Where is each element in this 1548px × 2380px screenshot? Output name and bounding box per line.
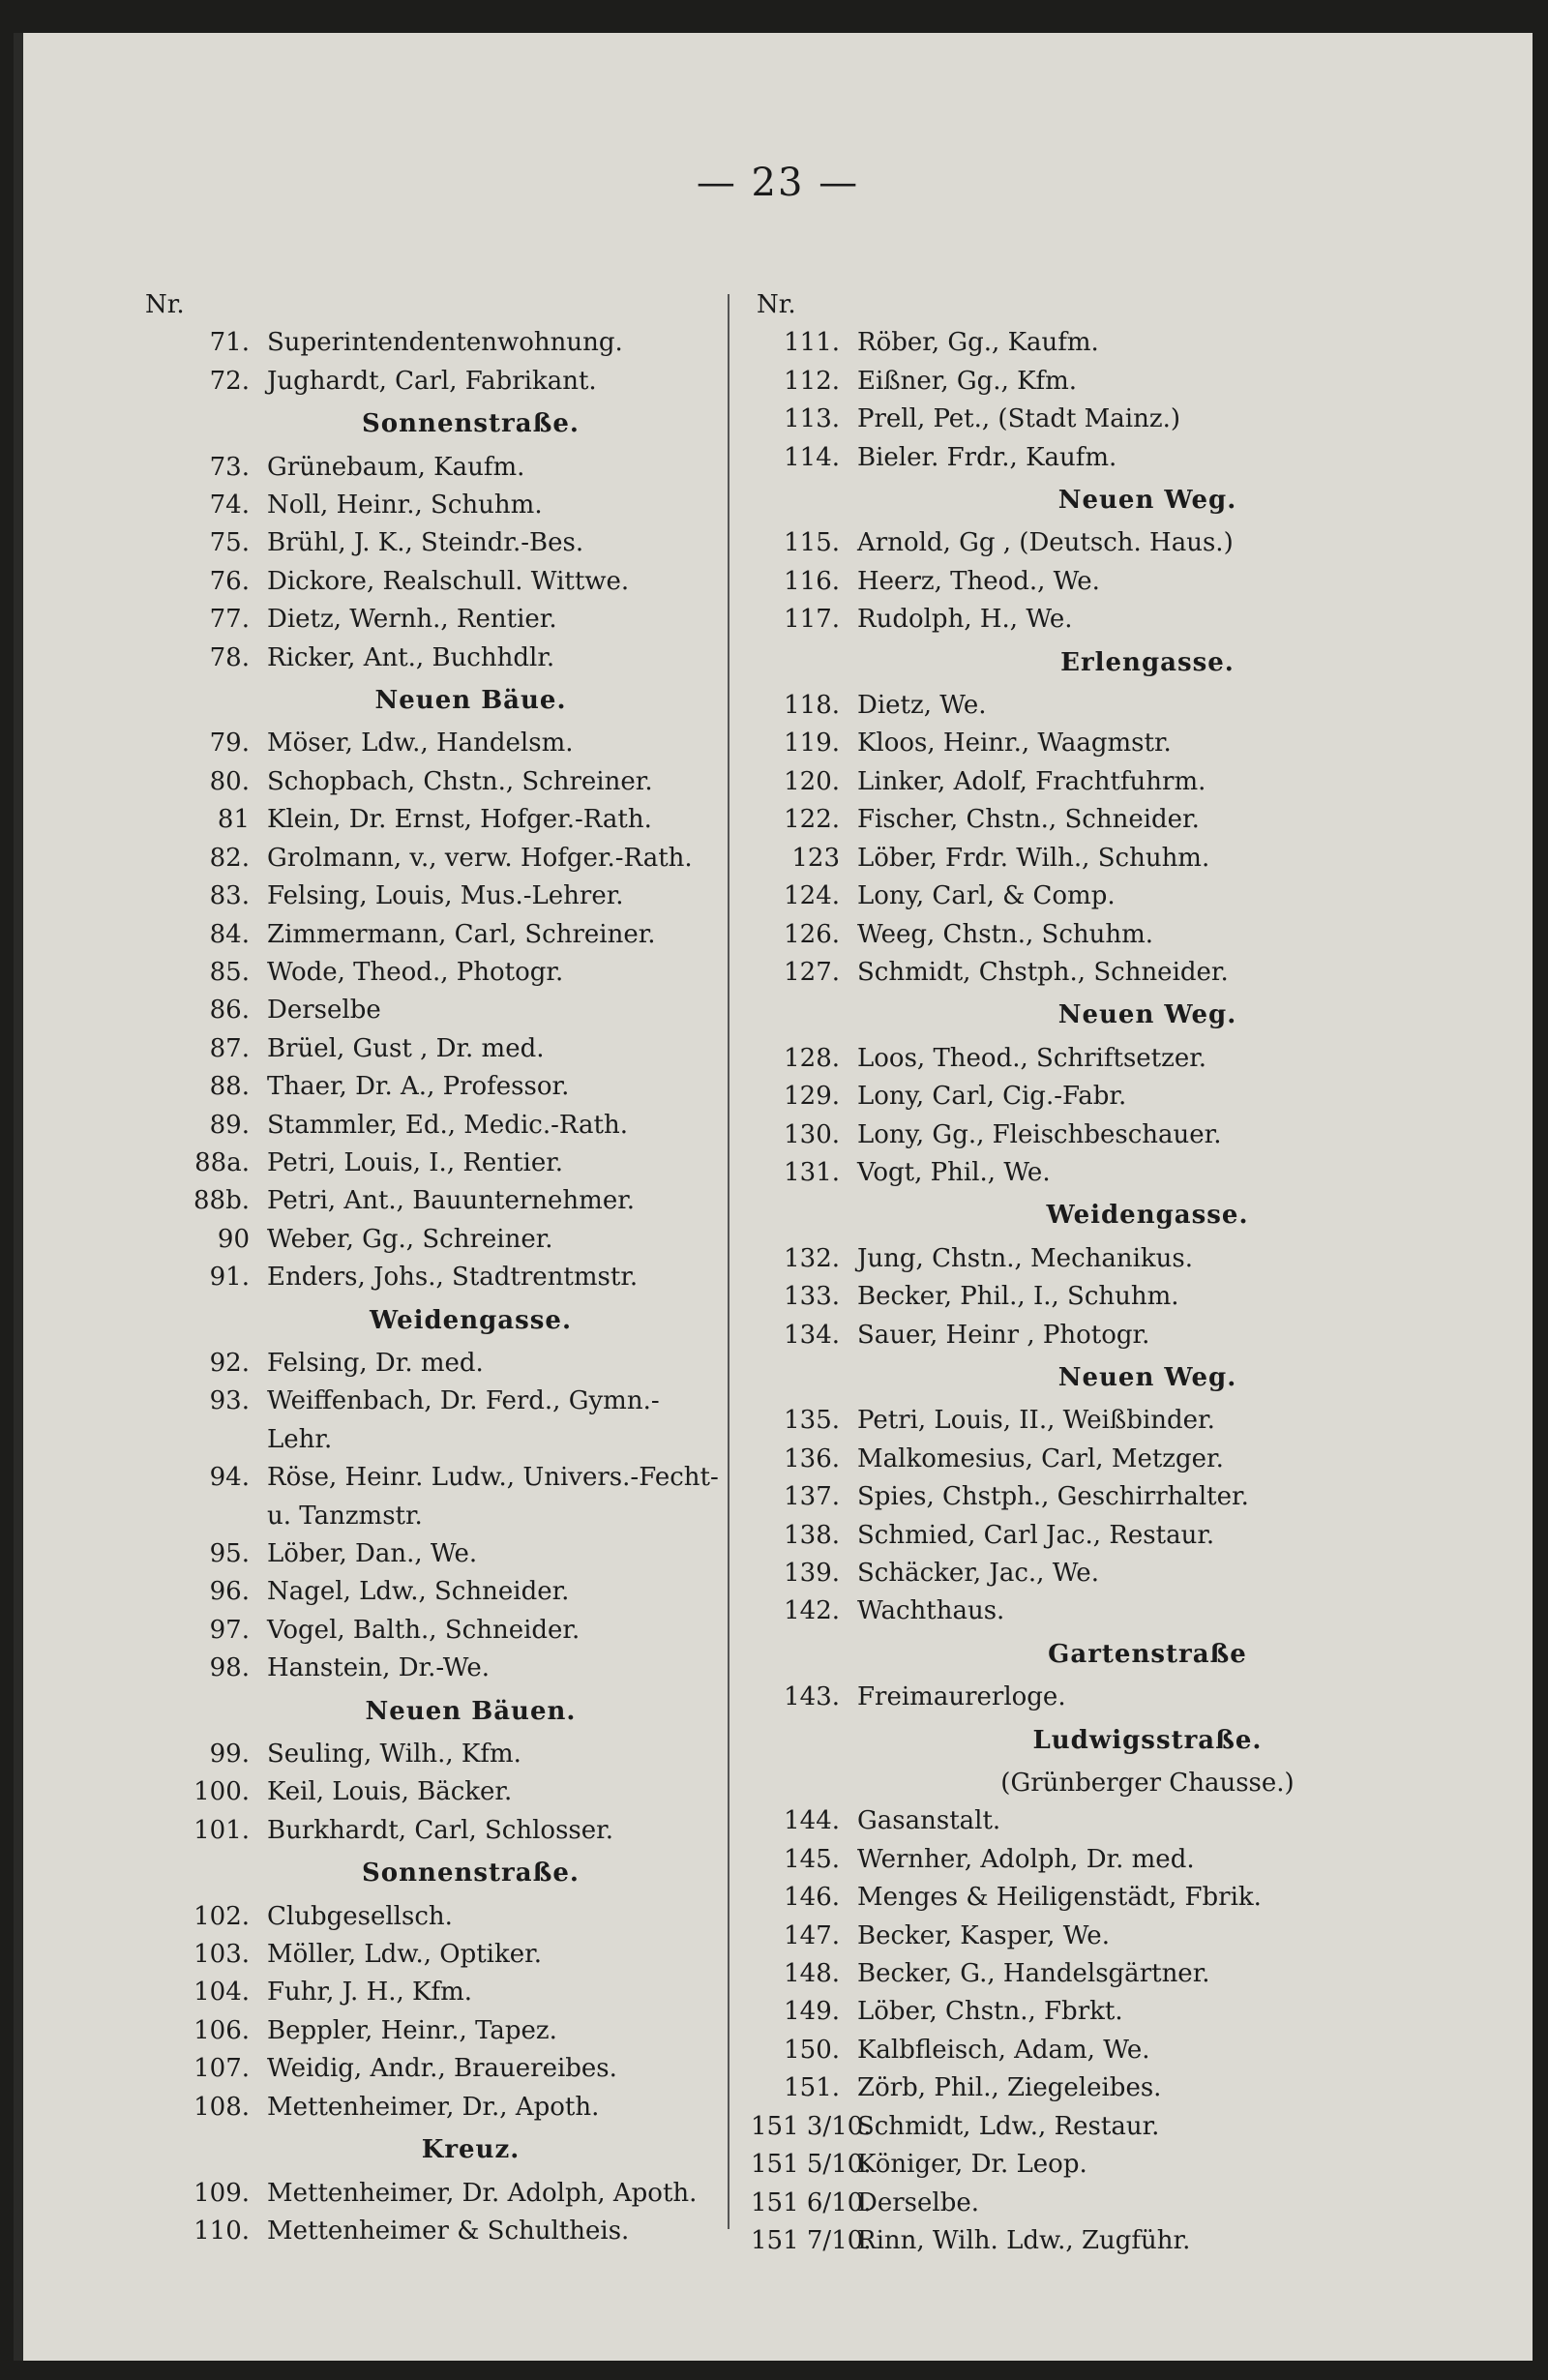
resident-name: Lony, Carl, & Comp. — [857, 881, 1116, 911]
house-number: 142. — [784, 1596, 840, 1626]
resident-name: Dietz, We. — [857, 691, 987, 721]
list-item — [139, 2050, 715, 2088]
house-number: 144. — [784, 1806, 840, 1836]
list-item — [139, 916, 715, 954]
page — [14, 33, 1533, 2361]
resident-name: Becker, G., Handelsgärtner. — [857, 1959, 1210, 1989]
list-item — [751, 1040, 1438, 1078]
list-item — [751, 1402, 1438, 1440]
resident-name: Lony, Gg., Fleischbeschauer. — [857, 1119, 1222, 1149]
house-number: 151 7/10. — [751, 2225, 872, 2255]
resident-name: Brüel, Gust , Dr. med. — [267, 1033, 545, 1063]
house-number: 85. — [209, 957, 250, 987]
resident-name: Freimaurerloge. — [857, 1682, 1066, 1712]
house-number: 126. — [784, 919, 840, 949]
list-item — [751, 2222, 1438, 2260]
resident-name: Wernher, Adolph, Dr. med. — [857, 1844, 1195, 1874]
street-heading: Neuen Weg. — [1057, 1362, 1237, 1392]
street-heading: Ludwigsstraße. — [1032, 1725, 1263, 1755]
resident-name: Weiffenbach, Dr. Ferd., Gymn.- — [267, 1386, 660, 1416]
list-item — [139, 954, 715, 992]
list-item — [751, 2185, 1438, 2222]
street-heading: Weidengasse. — [369, 1305, 573, 1335]
resident-name: Möser, Ldw., Handelsm. — [267, 729, 574, 759]
list-item — [751, 763, 1438, 801]
list-item — [751, 1879, 1438, 1917]
list-item — [139, 1345, 715, 1383]
list-item — [139, 1145, 715, 1182]
list-item — [751, 801, 1438, 839]
resident-name: Sauer, Heinr , Photogr. — [857, 1320, 1150, 1350]
resident-name: Grünebaum, Kaufm. — [267, 452, 525, 482]
list-item — [751, 916, 1438, 954]
entry-continuation: Lehr. — [267, 1424, 333, 1454]
list-item — [139, 487, 715, 524]
street-heading: Weidengasse. — [1046, 1201, 1249, 1231]
list-item — [139, 1068, 715, 1106]
list-item — [751, 2032, 1438, 2069]
street-heading: Neuen Bäuen. — [365, 1696, 577, 1726]
list-item — [751, 878, 1438, 915]
resident-name: Loos, Theod., Schriftsetzer. — [857, 1043, 1207, 1073]
list-item — [751, 324, 1438, 362]
resident-name: Vogt, Phil., We. — [857, 1157, 1051, 1187]
house-number: 150. — [784, 2035, 840, 2065]
house-number: 88b. — [194, 1186, 250, 1216]
list-item — [139, 1974, 715, 2011]
list-item — [751, 1679, 1438, 1716]
entry-continuation: u. Tanzmstr. — [267, 1501, 423, 1531]
list-item — [139, 1459, 719, 1497]
house-number: 119. — [784, 729, 840, 759]
house-number: 120. — [784, 766, 840, 796]
resident-name: Lony, Carl, Cig.-Fabr. — [857, 1082, 1127, 1112]
resident-name: Dietz, Wernh., Rentier. — [267, 605, 557, 635]
resident-name: Weeg, Chstn., Schuhm. — [857, 919, 1154, 949]
house-number: 83. — [209, 881, 250, 911]
list-item — [751, 687, 1438, 725]
resident-name: Menges & Heiligenstädt, Fbrik. — [857, 1883, 1262, 1913]
house-number: 74. — [209, 491, 250, 521]
list-item — [139, 1812, 715, 1850]
right-column — [751, 286, 1438, 2260]
house-number: 145. — [784, 1844, 840, 1874]
resident-name: Schmidt, Chstph., Schneider. — [857, 957, 1229, 987]
resident-name: Heerz, Theod., We. — [857, 566, 1100, 596]
house-number: 104. — [194, 1978, 250, 2008]
list-item — [751, 1154, 1438, 1192]
list-item — [139, 1612, 715, 1650]
list-item — [139, 563, 715, 601]
list-item — [751, 601, 1438, 639]
house-number: 90 — [217, 1224, 250, 1254]
resident-name: Superintendentenwohnung. — [267, 328, 623, 358]
resident-name: Derselbe. — [857, 2187, 980, 2217]
resident-name: Keil, Louis, Bäcker. — [267, 1777, 513, 1807]
house-number: 100. — [194, 1777, 250, 1807]
house-number: 107. — [194, 2054, 250, 2084]
house-number: 111. — [784, 328, 840, 358]
resident-name: Löber, Dan., We. — [267, 1539, 478, 1568]
resident-name: Hanstein, Dr.-We. — [267, 1653, 490, 1683]
house-number: 134. — [784, 1320, 840, 1350]
resident-name: Malkomesius, Carl, Metzger. — [857, 1443, 1224, 1473]
house-number: 147. — [784, 1920, 840, 1950]
list-item — [139, 2175, 715, 2213]
house-number: 151. — [784, 2073, 840, 2103]
resident-name: Löber, Frdr. Wilh., Schuhm. — [857, 843, 1210, 873]
house-number: 112. — [784, 366, 840, 396]
resident-name: Arnold, Gg , (Deutsch. Haus.) — [857, 528, 1234, 558]
resident-name: Mettenheimer, Dr. Adolph, Apoth. — [267, 2178, 698, 2208]
house-number: 139. — [784, 1559, 840, 1588]
resident-name: Jughardt, Carl, Fabrikant. — [267, 366, 597, 396]
house-number: 132. — [784, 1243, 840, 1273]
house-number: 146. — [784, 1883, 840, 1913]
house-number: 113. — [784, 404, 840, 434]
resident-name: Fuhr, J. H., Kfm. — [267, 1978, 472, 2008]
list-item — [139, 1030, 715, 1068]
house-number: 117. — [784, 605, 840, 635]
house-number: 77. — [209, 605, 250, 635]
resident-name: Wachthaus. — [857, 1596, 1005, 1626]
resident-name: Eißner, Gg., Kfm. — [857, 366, 1078, 396]
house-number: 127. — [784, 957, 840, 987]
list-item — [751, 1116, 1438, 1154]
house-number: 80. — [209, 766, 250, 796]
resident-name: Brühl, J. K., Steindr.-Bes. — [267, 528, 584, 558]
list-item — [139, 1182, 715, 1220]
house-number: 133. — [784, 1282, 840, 1312]
resident-name: Schmidt, Ldw., Restaur. — [857, 2111, 1160, 2141]
resident-name: Mettenheimer & Schultheis. — [267, 2216, 630, 2246]
house-number: 130. — [784, 1119, 840, 1149]
house-number: 102. — [194, 1901, 250, 1931]
house-number: 96. — [209, 1577, 250, 1607]
house-number: 88a. — [194, 1147, 250, 1177]
list-item — [751, 725, 1438, 762]
house-number: 151 5/10. — [751, 2150, 872, 2180]
list-item — [751, 1278, 1438, 1316]
resident-name: Ricker, Ant., Buchhdlr. — [267, 642, 555, 672]
house-number: 108. — [194, 2092, 250, 2122]
left-column — [139, 286, 719, 2250]
column-header: Nr. — [145, 290, 185, 319]
list-item — [139, 2012, 715, 2050]
house-number: 116. — [784, 566, 840, 596]
list-item — [139, 1107, 715, 1145]
house-number: 129. — [784, 1082, 840, 1112]
list-item — [139, 524, 715, 562]
list-item — [751, 563, 1438, 601]
list-item — [751, 1240, 1438, 1278]
house-number: 138. — [784, 1520, 840, 1550]
list-item — [751, 363, 1438, 401]
list-item — [751, 1955, 1438, 1993]
resident-name: Zimmermann, Carl, Schreiner. — [267, 919, 656, 949]
list-item — [751, 1993, 1438, 2031]
house-number: 95. — [209, 1539, 250, 1568]
list-item — [139, 992, 715, 1029]
house-number: 71. — [209, 328, 250, 358]
house-number: 84. — [209, 919, 250, 949]
list-item — [751, 1592, 1438, 1630]
list-item — [139, 1535, 715, 1573]
resident-name: Thaer, Dr. A., Professor. — [267, 1072, 570, 1102]
street-heading: Sonnenstraße. — [362, 1859, 580, 1889]
house-number: 123 — [791, 843, 840, 873]
resident-name: Klein, Dr. Ernst, Hofger.-Rath. — [267, 805, 652, 835]
list-item — [139, 449, 715, 487]
house-number: 88. — [209, 1072, 250, 1102]
resident-name: Noll, Heinr., Schuhm. — [267, 491, 543, 521]
house-number: 118. — [784, 691, 840, 721]
list-item — [139, 1573, 715, 1611]
resident-name: Rinn, Wilh. Ldw., Zugführ. — [857, 2225, 1191, 2255]
resident-name: Schäcker, Jac., We. — [857, 1559, 1099, 1588]
house-number: 81 — [217, 805, 250, 835]
house-number: 89. — [209, 1110, 250, 1140]
house-number: 79. — [209, 729, 250, 759]
resident-name: Prell, Pet., (Stadt Mainz.) — [857, 404, 1180, 434]
list-item — [751, 2069, 1438, 2107]
list-item — [751, 1478, 1438, 1516]
house-number: 149. — [784, 1997, 840, 2027]
column-header: Nr. — [757, 290, 796, 319]
house-number: 94. — [209, 1463, 250, 1493]
list-item — [139, 1773, 715, 1811]
resident-name: Burkhardt, Carl, Schlosser. — [267, 1815, 613, 1845]
list-item — [139, 840, 715, 878]
house-number: 110. — [194, 2216, 250, 2246]
resident-name: Beppler, Heinr., Tapez. — [267, 2015, 557, 2045]
resident-name: Clubgesellsch. — [267, 1901, 453, 1931]
list-item — [751, 1317, 1438, 1354]
column-divider — [728, 294, 729, 2229]
resident-name: Schmied, Carl Jac., Restaur. — [857, 1520, 1215, 1550]
list-item — [751, 1802, 1438, 1840]
house-number: 97. — [209, 1615, 250, 1645]
resident-name: Grolmann, v., verw. Hofger.-Rath. — [267, 843, 693, 873]
resident-name: Stammler, Ed., Medic.-Rath. — [267, 1110, 629, 1140]
resident-name: Petri, Louis, II., Weißbinder. — [857, 1406, 1215, 1436]
street-heading: Gartenstraße — [1048, 1639, 1247, 1669]
resident-name: Petri, Ant., Bauunternehmer. — [267, 1186, 636, 1216]
list-item — [751, 1555, 1438, 1592]
resident-name: Weber, Gg., Schreiner. — [267, 1224, 553, 1254]
list-item — [139, 324, 715, 362]
list-item — [751, 1841, 1438, 1879]
list-item — [751, 840, 1438, 878]
house-number: 122. — [784, 805, 840, 835]
street-subheading: (Grünberger Chausse.) — [1000, 1769, 1295, 1799]
list-item — [139, 1259, 715, 1296]
list-item — [139, 878, 715, 915]
house-number: 75. — [209, 528, 250, 558]
list-item — [139, 2089, 715, 2127]
resident-name: Schopbach, Chstn., Schreiner. — [267, 766, 653, 796]
list-item — [751, 1517, 1438, 1555]
resident-name: Wode, Theod., Photogr. — [267, 957, 564, 987]
street-heading: Sonnenstraße. — [362, 409, 580, 439]
house-number: 131. — [784, 1157, 840, 1187]
resident-name: Felsing, Dr. med. — [267, 1348, 484, 1378]
list-item — [139, 1936, 715, 1974]
list-item — [139, 725, 715, 762]
house-number: 99. — [209, 1740, 250, 1770]
house-number: 114. — [784, 442, 840, 472]
house-number: 82. — [209, 843, 250, 873]
list-item — [751, 439, 1438, 477]
house-number: 91. — [209, 1263, 250, 1293]
list-item — [139, 2213, 715, 2250]
resident-name: Königer, Dr. Leop. — [857, 2150, 1087, 2180]
house-number: 143. — [784, 1682, 840, 1712]
resident-name: Felsing, Louis, Mus.-Lehrer. — [267, 881, 624, 911]
resident-name: Enders, Johs., Stadtrentmstr. — [267, 1263, 639, 1293]
house-number: 78. — [209, 642, 250, 672]
house-number: 151 6/10. — [751, 2187, 872, 2217]
resident-name: Möller, Ldw., Optiker. — [267, 1940, 542, 1970]
house-number: 128. — [784, 1043, 840, 1073]
street-heading: Erlengasse. — [1060, 647, 1235, 677]
house-number: 76. — [209, 566, 250, 596]
house-number: 137. — [784, 1482, 840, 1512]
list-item — [139, 1650, 715, 1687]
resident-name: Nagel, Ldw., Schneider. — [267, 1577, 570, 1607]
house-number: 92. — [209, 1348, 250, 1378]
house-number: 109. — [194, 2178, 250, 2208]
street-heading: Neuen Bäue. — [374, 686, 567, 716]
house-number: 72. — [209, 366, 250, 396]
list-item — [751, 954, 1438, 992]
list-item — [751, 1078, 1438, 1116]
list-item — [139, 1736, 715, 1773]
house-number: 103. — [194, 1940, 250, 1970]
resident-name: Löber, Chstn., Fbrkt. — [857, 1997, 1123, 2027]
resident-name: Becker, Kasper, We. — [857, 1920, 1110, 1950]
house-number: 148. — [784, 1959, 840, 1989]
street-heading: Kreuz. — [421, 2135, 521, 2165]
house-number: 101. — [194, 1815, 250, 1845]
house-number: 98. — [209, 1653, 250, 1683]
list-item — [139, 363, 715, 401]
house-number: 106. — [194, 2015, 250, 2045]
resident-name: Linker, Adolf, Frachtfuhrm. — [857, 766, 1206, 796]
list-item — [139, 1221, 715, 1259]
resident-name: Weidig, Andr., Brauereibes. — [267, 2054, 617, 2084]
resident-name: Gasanstalt. — [857, 1806, 1001, 1836]
resident-name: Derselbe — [267, 996, 381, 1026]
resident-name: Becker, Phil., I., Schuhm. — [857, 1282, 1179, 1312]
page-number: — 23 — — [696, 161, 860, 205]
list-item — [751, 1918, 1438, 1955]
list-item — [139, 763, 715, 801]
resident-name: Röse, Heinr. Ludw., Univers.-Fecht- — [267, 1463, 719, 1493]
list-item — [139, 601, 715, 639]
list-item — [751, 524, 1438, 562]
resident-name: Vogel, Balth., Schneider. — [267, 1615, 580, 1645]
resident-name: Fischer, Chstn., Schneider. — [857, 805, 1200, 835]
resident-name: Seuling, Wilh., Kfm. — [267, 1740, 521, 1770]
list-item — [751, 401, 1438, 438]
resident-name: Petri, Louis, I., Rentier. — [267, 1147, 564, 1177]
house-number: 151 3/10. — [751, 2111, 872, 2141]
resident-name: Mettenheimer, Dr., Apoth. — [267, 2092, 600, 2122]
list-item — [751, 2108, 1438, 2146]
list-item — [751, 1441, 1438, 1478]
street-heading: Neuen Weg. — [1057, 1000, 1237, 1030]
resident-name: Spies, Chstph., Geschirrhalter. — [857, 1482, 1249, 1512]
resident-name: Kloos, Heinr., Waagmstr. — [857, 729, 1172, 759]
resident-name: Röber, Gg., Kaufm. — [857, 328, 1099, 358]
list-item — [139, 1383, 715, 1420]
resident-name: Kalbfleisch, Adam, We. — [857, 2035, 1150, 2065]
street-heading: Neuen Weg. — [1057, 486, 1237, 516]
resident-name: Zörb, Phil., Ziegeleibes. — [857, 2073, 1162, 2103]
house-number: 136. — [784, 1443, 840, 1473]
list-item — [139, 1898, 715, 1936]
resident-name: Rudolph, H., We. — [857, 605, 1073, 635]
house-number: 73. — [209, 452, 250, 482]
house-number: 87. — [209, 1033, 250, 1063]
resident-name: Dickore, Realschull. Wittwe. — [267, 566, 630, 596]
list-item — [751, 2146, 1438, 2184]
house-number: 93. — [209, 1386, 250, 1416]
house-number: 124. — [784, 881, 840, 911]
house-number: 86. — [209, 996, 250, 1026]
house-number: 135. — [784, 1406, 840, 1436]
resident-name: Bieler. Frdr., Kaufm. — [857, 442, 1117, 472]
house-number: 115. — [784, 528, 840, 558]
list-item — [139, 801, 715, 839]
list-item — [139, 640, 715, 677]
resident-name: Jung, Chstn., Mechanikus. — [857, 1243, 1194, 1273]
